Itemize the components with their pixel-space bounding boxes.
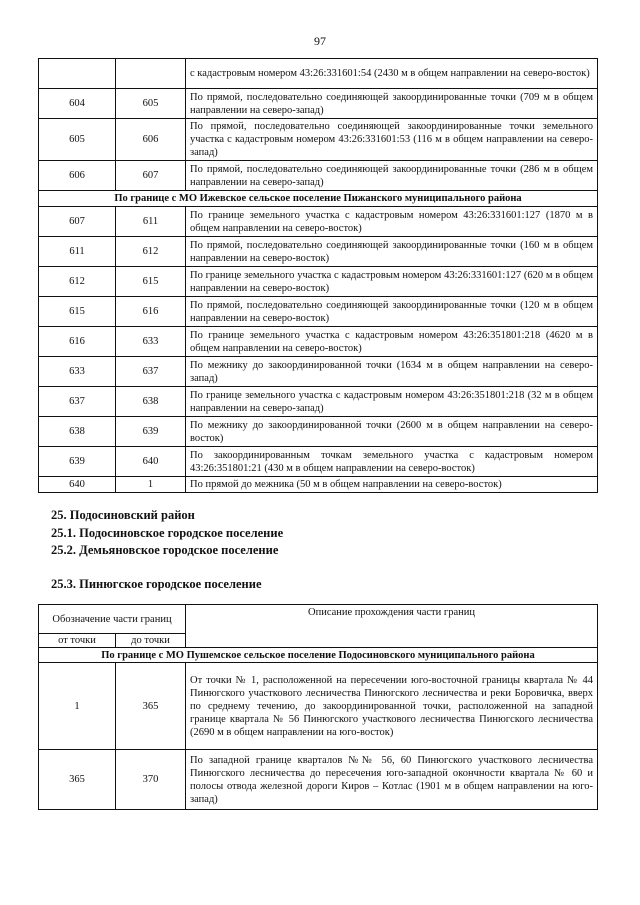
from-point-cell: 640 <box>39 477 116 493</box>
from-point-cell: 637 <box>39 387 116 417</box>
table-row <box>39 447 598 477</box>
table-row <box>39 119 598 161</box>
to-point-cell: 616 <box>116 297 186 327</box>
table-row <box>39 750 598 810</box>
description-cell: По прямой до межника (50 м в общем направлении на северо-восток) <box>186 477 598 493</box>
table-row <box>39 207 598 237</box>
description-cell: По межнику до закоординированной точки (1634 м в общем направлении на северо-запад) <box>186 357 598 387</box>
section-title: По границе с МО Ижевское сельское поселение Пижанского муниципального района <box>39 191 598 207</box>
table-row <box>39 267 598 297</box>
from-point-cell: 611 <box>39 237 116 267</box>
description-cell: По прямой, последовательно соединяющей закоординированные точки (160 м в общем направлении на северо-восток) <box>186 237 598 267</box>
to-point-cell: 370 <box>116 750 186 810</box>
page-number: 97 <box>314 34 326 48</box>
table-row <box>39 161 598 191</box>
to-point-cell: 611 <box>116 207 186 237</box>
table-row <box>39 297 598 327</box>
from-point-cell: 639 <box>39 447 116 477</box>
from-point-cell: 615 <box>39 297 116 327</box>
table-row <box>39 59 598 89</box>
section-row <box>39 648 598 663</box>
description-cell: По границе земельного участка с кадастровым номером 43:26:351801:218 (32 м в общем направлении на северо-запад) <box>186 387 598 417</box>
to-point-cell: 639 <box>116 417 186 447</box>
header-description: Описание прохождения части границ <box>186 605 598 648</box>
to-point-cell: 615 <box>116 267 186 297</box>
from-point-cell: 606 <box>39 161 116 191</box>
table-row <box>39 237 598 267</box>
header-points: Обозначение части границ <box>39 605 186 634</box>
to-point-cell: 612 <box>116 237 186 267</box>
description-cell: По границе земельного участка с кадастровым номером 43:26:331601:127 (620 м в общем направлении на северо-восток) <box>186 267 598 297</box>
to-point-cell: 606 <box>116 119 186 161</box>
description-cell: От точки № 1, расположенной на пересечении юго-восточной границы квартала № 44 Пинюгского участкового лесничества Пинюгского лесничества и реки Боровичка, вверх по среднему течению, до закоординированной точки, расположенной на западной границе квартала № 56 Пинюгского участкового лесничества Пинюгского лесничества (2690 м в общем направлении на юго-восток) <box>186 663 598 750</box>
to-point-cell: 638 <box>116 387 186 417</box>
description-cell: По западной границе кварталов №№ 56, 60 Пинюгского участкового лесничества Пинюгского лесничества до пересечения юго-западной окончности квартала № 60 и полосы отвода железной дороги Киров – Котлас (1901 м в общем направлении на юго-запад) <box>186 750 598 810</box>
table-header-row <box>39 605 598 634</box>
table-row <box>39 357 598 387</box>
description-cell: По границе земельного участка с кадастровым номером 43:26:351801:218 (4620 м в общем направлении на северо-восток) <box>186 327 598 357</box>
boundary-table-1 <box>38 58 598 493</box>
heading-settlement-25-1: 25.1. Подосиновское городское поселение <box>51 526 284 540</box>
description-cell: По межнику до закоординированной точки (2600 м в общем направлении на северо-восток) <box>186 417 598 447</box>
from-point-cell: 365 <box>39 750 116 810</box>
boundary-table-2 <box>38 604 598 810</box>
from-point-cell: 607 <box>39 207 116 237</box>
heading-settlement-25-3: 25.3. Пинюгское городское поселение <box>51 577 262 591</box>
from-point-cell: 605 <box>39 119 116 161</box>
description-cell: с кадастровым номером 43:26:331601:54 (2430 м в общем направлении на северо-восток) <box>186 59 598 89</box>
heading-settlement-25-2: 25.2. Демьяновское городское поселение <box>51 543 279 557</box>
table-row <box>39 327 598 357</box>
description-cell: По границе земельного участка с кадастровым номером 43:26:331601:127 (1870 м в общем направлении на северо-восток) <box>186 207 598 237</box>
description-cell: По прямой, последовательно соединяющей закоординированные точки (120 м в общем направлении на северо-восток) <box>186 297 598 327</box>
from-point-cell: 638 <box>39 417 116 447</box>
table-row <box>39 89 598 119</box>
to-point-cell: 640 <box>116 447 186 477</box>
header-from-point: от точки <box>39 634 116 648</box>
from-point-cell: 1 <box>39 663 116 750</box>
from-point-cell <box>39 59 116 89</box>
from-point-cell: 633 <box>39 357 116 387</box>
description-cell: По закоординированным точкам земельного участка с кадастровым номером 43:26:351801:21 (430 м в общем направлении на северо-восток) <box>186 447 598 477</box>
section-title: По границе с МО Пушемское сельское поселение Подосиновского муниципального района <box>39 648 598 663</box>
from-point-cell: 604 <box>39 89 116 119</box>
from-point-cell: 616 <box>39 327 116 357</box>
description-cell: По прямой, последовательно соединяющей закоординированные точки (709 м в общем направлении на северо-запад) <box>186 89 598 119</box>
header-to-point: до точки <box>116 634 186 648</box>
to-point-cell <box>116 59 186 89</box>
to-point-cell: 607 <box>116 161 186 191</box>
to-point-cell: 633 <box>116 327 186 357</box>
to-point-cell: 1 <box>116 477 186 493</box>
description-cell: По прямой, последовательно соединяющей закоординированные точки (286 м в общем направлении на северо-запад) <box>186 161 598 191</box>
heading-district-25: 25. Подосиновский район <box>51 508 195 522</box>
from-point-cell: 612 <box>39 267 116 297</box>
to-point-cell: 365 <box>116 663 186 750</box>
section-row <box>39 191 598 207</box>
table-row <box>39 387 598 417</box>
to-point-cell: 637 <box>116 357 186 387</box>
description-cell: По прямой, последовательно соединяющей закоординированные точки земельного участка с кадастровым номером 43:26:331601:53 (116 м в общем направлении на северо-запад) <box>186 119 598 161</box>
table-row <box>39 417 598 447</box>
table-row <box>39 477 598 493</box>
to-point-cell: 605 <box>116 89 186 119</box>
table-row <box>39 663 598 750</box>
